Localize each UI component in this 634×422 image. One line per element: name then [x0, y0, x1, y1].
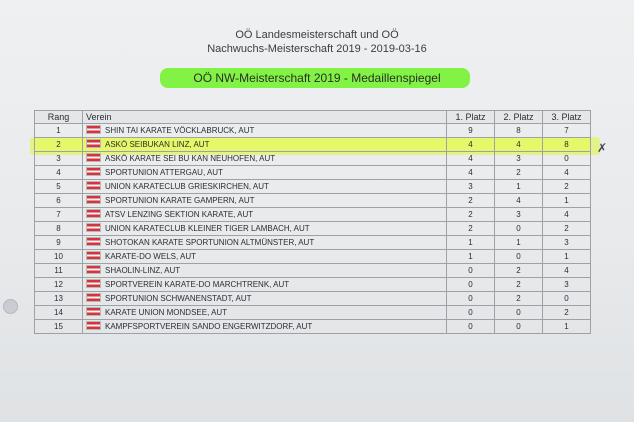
platz-2-cell: 2	[495, 264, 543, 278]
club-cell	[83, 292, 447, 306]
platz-1-cell: 0	[447, 278, 495, 292]
club-name: UNION KARATECLUB GRIESKIRCHEN, AUT	[105, 182, 269, 191]
platz-2-cell: 3	[495, 208, 543, 222]
medal-table	[34, 110, 591, 334]
platz-1-cell: 1	[447, 250, 495, 264]
platz-2-cell: 8	[495, 124, 543, 138]
table-row	[35, 236, 591, 250]
austria-flag-icon	[86, 251, 101, 260]
club-name: UNION KARATECLUB KLEINER TIGER LAMBACH, AUT	[105, 224, 310, 233]
club-cell	[83, 236, 447, 250]
rank-cell: 2	[35, 138, 83, 152]
club-cell	[83, 138, 447, 152]
platz-2-cell: 0	[495, 320, 543, 334]
platz-3-cell: 1	[543, 194, 591, 208]
platz-2-cell: 1	[495, 180, 543, 194]
platz-1-cell: 4	[447, 152, 495, 166]
club-name: ASKÖ KARATE SEI BU KAN NEUHOFEN, AUT	[105, 154, 276, 163]
platz-3-cell: 3	[543, 278, 591, 292]
table-row	[35, 138, 591, 152]
club-name: SPORTVEREIN KARATE-DO MARCHTRENK, AUT	[105, 280, 290, 289]
platz-3-cell: 1	[543, 320, 591, 334]
platz-3-cell: 0	[543, 152, 591, 166]
platz-2-cell: 0	[495, 250, 543, 264]
table-row	[35, 152, 591, 166]
austria-flag-icon	[86, 223, 101, 232]
platz-3-cell: 4	[543, 166, 591, 180]
platz-2-cell: 2	[495, 292, 543, 306]
club-name: ASKÖ SEIBUKAN LINZ, AUT	[105, 140, 210, 149]
club-cell	[83, 208, 447, 222]
austria-flag-icon	[86, 307, 101, 316]
table-row	[35, 306, 591, 320]
table-row	[35, 292, 591, 306]
club-cell	[83, 264, 447, 278]
table-row	[35, 222, 591, 236]
rank-cell: 15	[35, 320, 83, 334]
austria-flag-icon	[86, 265, 101, 274]
club-name: KAMPFSPORTVEREIN SANDO ENGERWITZDORF, AUT	[105, 322, 313, 331]
rank-cell: 11	[35, 264, 83, 278]
club-cell	[83, 152, 447, 166]
platz-2-cell: 2	[495, 166, 543, 180]
platz-3-cell: 8	[543, 138, 591, 152]
table-row	[35, 194, 591, 208]
club-name: SPORTUNION ATTERGAU, AUT	[105, 168, 223, 177]
platz-1-cell: 9	[447, 124, 495, 138]
punch-hole	[3, 299, 18, 314]
platz-1-cell: 2	[447, 208, 495, 222]
club-name: SHAOLIN-LINZ, AUT	[105, 266, 181, 275]
table-row	[35, 208, 591, 222]
platz-3-cell: 4	[543, 208, 591, 222]
handwritten-mark: ✗	[597, 141, 608, 155]
platz-1-cell: 0	[447, 320, 495, 334]
col-header-platz-1: 1. Platz	[447, 111, 495, 124]
page-title: OÖ NW-Meisterschaft 2019 - Medaillenspiegel	[193, 71, 441, 85]
platz-2-cell: 0	[495, 222, 543, 236]
club-name: SPORTUNION KARATE GAMPERN, AUT	[105, 196, 255, 205]
austria-flag-icon	[86, 167, 101, 176]
club-cell	[83, 278, 447, 292]
austria-flag-icon	[86, 153, 101, 162]
rank-cell: 13	[35, 292, 83, 306]
club-cell	[83, 250, 447, 264]
austria-flag-icon	[86, 209, 101, 218]
table-row	[35, 320, 591, 334]
rank-cell: 1	[35, 124, 83, 138]
rank-cell: 4	[35, 166, 83, 180]
rank-cell: 3	[35, 152, 83, 166]
rank-cell: 9	[35, 236, 83, 250]
platz-2-cell: 4	[495, 138, 543, 152]
club-cell	[83, 124, 447, 138]
rank-cell: 14	[35, 306, 83, 320]
rank-cell: 10	[35, 250, 83, 264]
table-row	[35, 264, 591, 278]
platz-1-cell: 0	[447, 292, 495, 306]
club-name: SHIN TAI KARATE VÖCKLABRUCK, AUT	[105, 126, 255, 135]
platz-1-cell: 1	[447, 236, 495, 250]
platz-3-cell: 2	[543, 222, 591, 236]
platz-1-cell: 4	[447, 166, 495, 180]
platz-1-cell: 0	[447, 306, 495, 320]
austria-flag-icon	[86, 195, 101, 204]
austria-flag-icon	[86, 139, 101, 148]
austria-flag-icon	[86, 279, 101, 288]
club-name: KARATE-DO WELS, AUT	[105, 252, 196, 261]
platz-3-cell: 2	[543, 180, 591, 194]
table-row	[35, 180, 591, 194]
header-line-2: Nachwuchs-Meisterschaft 2019 - 2019-03-16	[207, 43, 427, 55]
rank-cell: 7	[35, 208, 83, 222]
col-header-verein: Verein	[83, 111, 447, 124]
platz-3-cell: 7	[543, 124, 591, 138]
col-header-platz-2: 2. Platz	[495, 111, 543, 124]
table-row	[35, 278, 591, 292]
platz-3-cell: 3	[543, 236, 591, 250]
platz-3-cell: 0	[543, 292, 591, 306]
austria-flag-icon	[86, 181, 101, 190]
platz-3-cell: 4	[543, 264, 591, 278]
rank-cell: 12	[35, 278, 83, 292]
rank-cell: 6	[35, 194, 83, 208]
table-row	[35, 166, 591, 180]
club-name: ATSV LENZING SEKTION KARATE, AUT	[105, 210, 254, 219]
platz-2-cell: 3	[495, 152, 543, 166]
platz-2-cell: 4	[495, 194, 543, 208]
platz-2-cell: 2	[495, 278, 543, 292]
club-cell	[83, 306, 447, 320]
platz-1-cell: 3	[447, 180, 495, 194]
col-header-rang: Rang	[35, 111, 83, 124]
platz-1-cell: 0	[447, 264, 495, 278]
table-header-row	[35, 111, 591, 124]
platz-1-cell: 2	[447, 222, 495, 236]
club-cell	[83, 166, 447, 180]
platz-2-cell: 1	[495, 236, 543, 250]
platz-1-cell: 2	[447, 194, 495, 208]
club-name: KARATE UNION MONDSEE, AUT	[105, 308, 228, 317]
club-name: SPORTUNION SCHWANENSTADT, AUT	[105, 294, 252, 303]
austria-flag-icon	[86, 237, 101, 246]
club-cell	[83, 194, 447, 208]
club-cell	[83, 222, 447, 236]
col-header-platz-3: 3. Platz	[543, 111, 591, 124]
austria-flag-icon	[86, 321, 101, 330]
platz-2-cell: 0	[495, 306, 543, 320]
rank-cell: 8	[35, 222, 83, 236]
platz-3-cell: 2	[543, 306, 591, 320]
club-cell	[83, 320, 447, 334]
club-cell	[83, 180, 447, 194]
platz-3-cell: 1	[543, 250, 591, 264]
header-line-1: OÖ Landesmeisterschaft und OÖ	[235, 29, 399, 41]
table-row	[35, 124, 591, 138]
platz-1-cell: 4	[447, 138, 495, 152]
rank-cell: 5	[35, 180, 83, 194]
austria-flag-icon	[86, 125, 101, 134]
club-name: SHOTOKAN KARATE SPORTUNION ALTMÜNSTER, AUT	[105, 238, 315, 247]
austria-flag-icon	[86, 293, 101, 302]
table-row	[35, 250, 591, 264]
table-body	[35, 124, 591, 334]
